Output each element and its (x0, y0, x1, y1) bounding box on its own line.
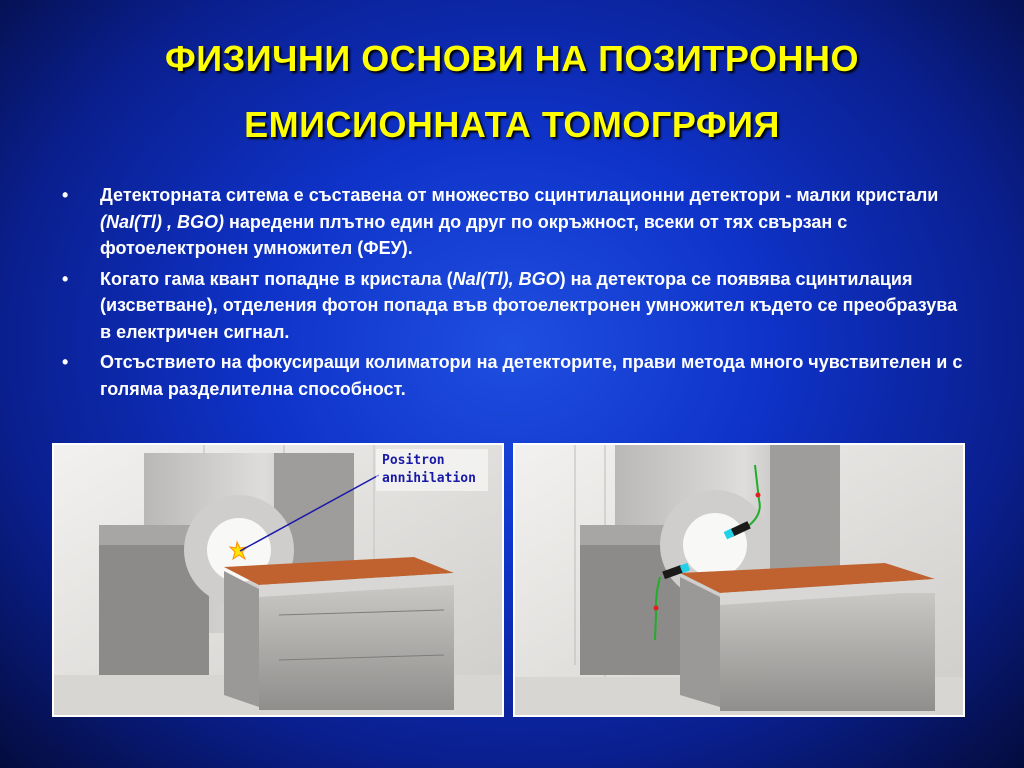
bullet-crystal-names: (NaI(Tl) , BGO) (100, 211, 224, 232)
slide-title-line2: ЕМИСИОННАТА ТОМОГРФИЯ (244, 104, 780, 145)
bullet-dot: • (62, 185, 69, 205)
pet-scanner-photo-annihilation (52, 443, 504, 717)
bullet-text: Когато гама квант попадне в кристала ( (100, 268, 453, 289)
pet-scanner-detection-illustration (515, 445, 963, 715)
bullet-dot: • (62, 268, 69, 289)
annihilation-label-line2: annihilation (382, 471, 476, 486)
bullet-list (62, 182, 972, 406)
annihilation-label-line1: Positron (382, 453, 445, 468)
bullet-item-2 (62, 266, 972, 346)
pet-scanner-illustration (54, 445, 502, 715)
bullet-item-3 (62, 349, 972, 402)
bullet-text: Детекторната ситема е съставена от множество сцинтилационни детектори - малки кристали (100, 185, 939, 205)
pet-scanner-photo-detection (513, 443, 965, 717)
bullet-text: Отсъствието на фокусиращи колиматори на детекторите, прави метода много чувствителен и с голяма разделителна способност. (100, 352, 963, 399)
bullet-item-1 (62, 182, 972, 262)
bullet-crystal-names: NaI(Tl), BGO (452, 268, 560, 289)
bullet-dot: • (62, 352, 69, 372)
bullet-text: наредени плътно един до друг по окръжност, всеки от тях свързан с фотоелектронен умножител (ФЕУ). (100, 211, 848, 258)
bullet-text: ) на детектора се появява сцинтилация (изсветване), отделения фотон попада във фотоелектронен умножител където се преобразува в електричен сигнал. (100, 268, 958, 342)
slide-title-line1: ФИЗИЧНИ ОСНОВИ НА ПОЗИТРОННО (165, 38, 859, 79)
